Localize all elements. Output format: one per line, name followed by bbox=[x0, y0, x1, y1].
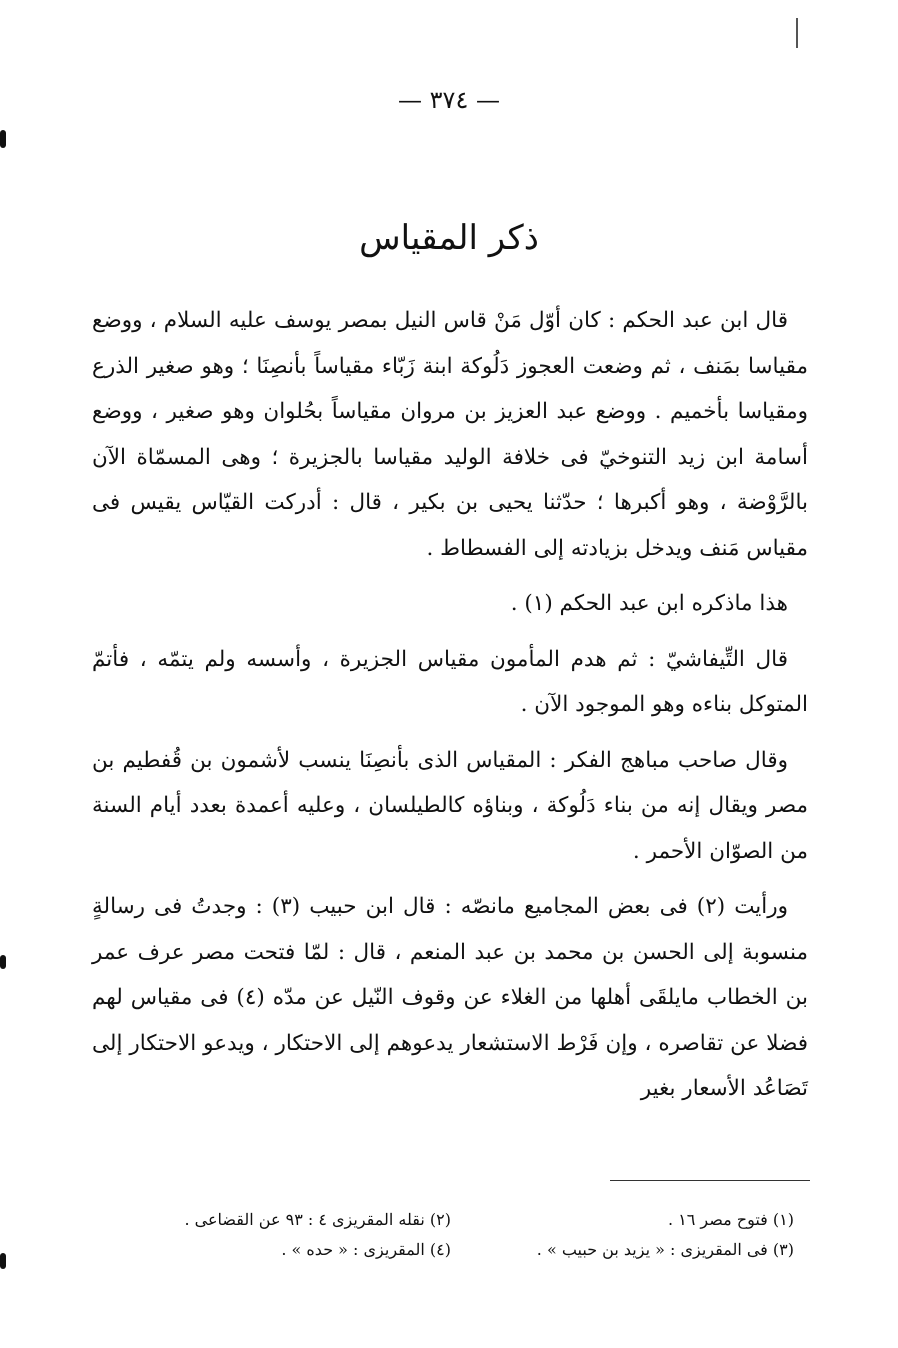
scan-edge-mark bbox=[0, 1253, 6, 1269]
footnote: (٣) فى المقريزى : « يزيد بن حبيب » . bbox=[536, 1240, 794, 1259]
scan-mark bbox=[796, 18, 798, 48]
paragraph: وقال صاحب مباهج الفكر : المقياس الذى بأنصِنَا ينسب لأشمون بن قُفطيم بن مصر ويقال إنه من بناء دَلُوكة ، وبناؤه كالطيلسان ، وعليه أعمدة بعدد أيام السنة من الصوّان الأحمر . bbox=[92, 747, 808, 864]
body-text bbox=[92, 298, 808, 1122]
footnote-divider bbox=[610, 1180, 810, 1181]
footnote: (١) فتوح مصر ١٦ . bbox=[667, 1210, 794, 1229]
footnote-row bbox=[108, 1205, 794, 1235]
footnote: (٤) المقريزى : « حده » . bbox=[281, 1240, 451, 1259]
footnotes bbox=[108, 1205, 794, 1265]
page-number: — ٣٧٤ — bbox=[398, 86, 500, 114]
scan-edge-mark bbox=[0, 955, 6, 969]
paragraph: ورأيت (٢) فى بعض المجاميع مانصّه : قال ابن حبيب (٣) : وجدتُ فى رسالةٍ منسوبة إلى الحسن بن محمد بن عبد المنعم ، قال : لمّا فتحت مصر عرف عمر بن الخطاب مايلقَى أهلها من الغلاء عن وقوف النّيل عن مدّه (٤) فى مقياس لهم فضلا عن تقاصره ، وإن فَرْط الاستشعار يدعوهم إلى الاحتكار ، ويدعو الاحتكار إلى تَصَاعُد الأسعار بغير bbox=[92, 894, 808, 1101]
footnote-row bbox=[108, 1235, 794, 1265]
paragraph: هذا ماذكره ابن عبد الحكم (١) . bbox=[510, 591, 788, 616]
section-heading: ذكر المقياس bbox=[359, 218, 539, 258]
paragraph: قال ابن عبد الحكم : كان أوّل مَنْ قاس النيل بمصر يوسف عليه السلام ، ووضع مقياسا بمَنف ، ثم وضعت العجوز دَلُوكة ابنة زَبّاء مقياساً بأنصِنَا ؛ وهو صغير الذرع ومقياسا بأخميم . ووضع عبد العزيز بن مروان مقياساً بحُلوان وهو صغير ، ووضع أسامة ابن زيد التنوخيّ فى خلافة الوليد مقياسا بالجزيرة ؛ وهى المسمّاة الآن بالرَّوْضة ، وهو أكبرها ؛ حدّثنا يحيى بن بكير ، قال : أدركت القيّاس يقيس فى مقياس مَنف ويدخل بزيادته إلى الفسطاط . bbox=[92, 308, 808, 561]
paragraph: قال التِّيفاشيّ : ثم هدم المأمون مقياس الجزيرة ، وأسسه ولم يتمّه ، فأتمّ المتوكل بناءه وهو الموجود الآن . bbox=[92, 646, 808, 717]
footnote: (٢) نقله المقريزى ٤ : ٩٣ عن القضاعى . bbox=[184, 1210, 451, 1229]
scan-edge-mark bbox=[0, 130, 6, 148]
